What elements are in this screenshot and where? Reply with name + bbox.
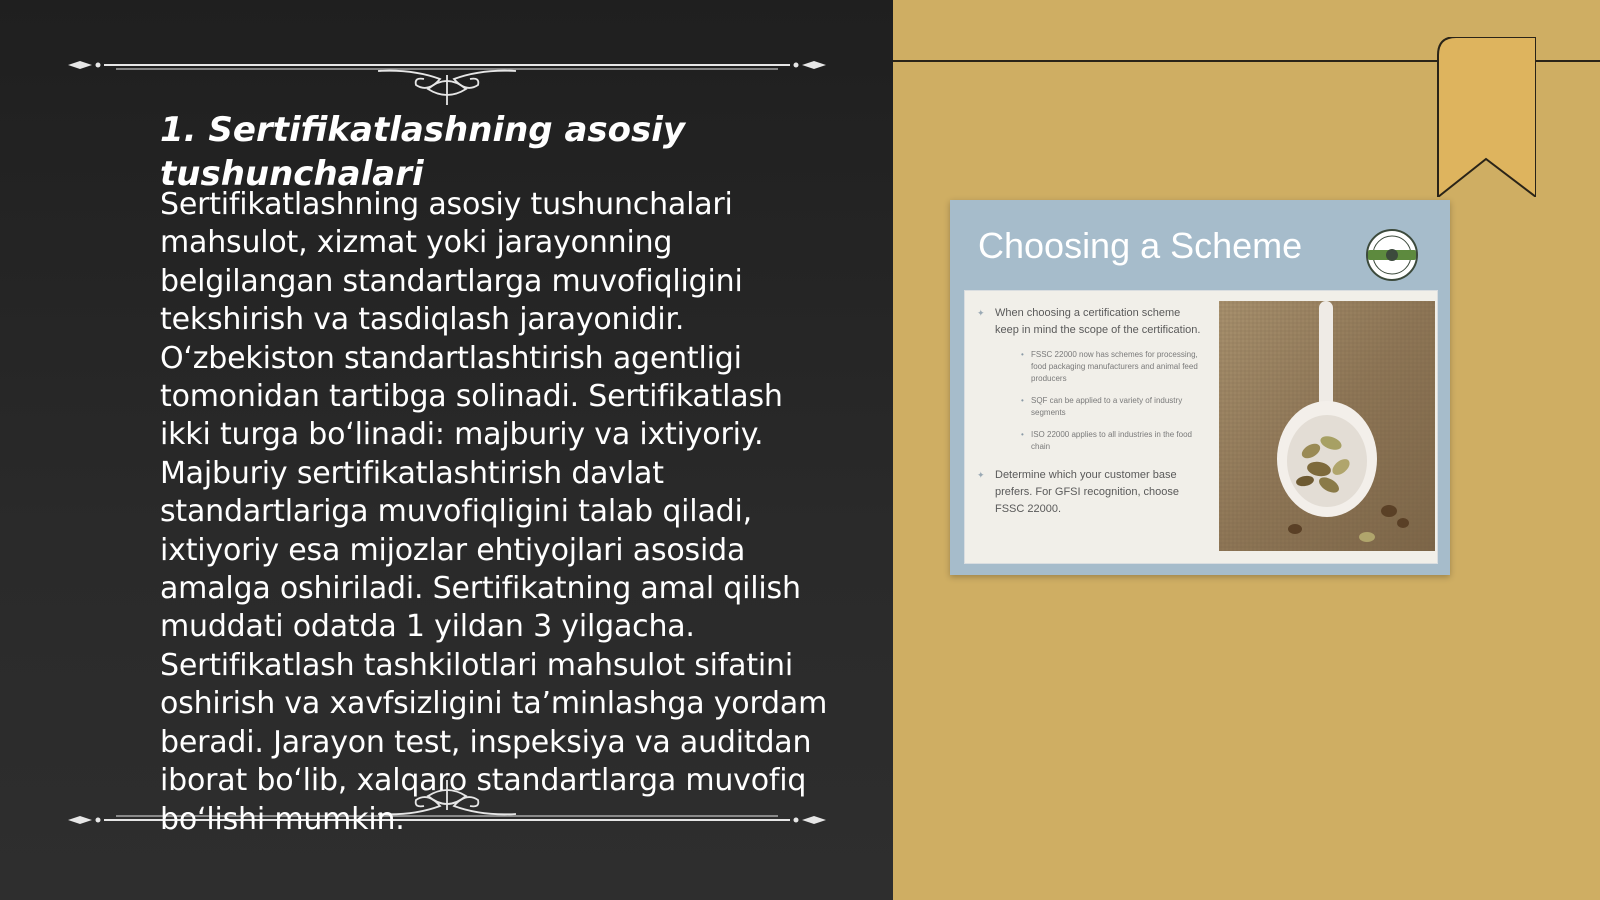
slide-image-choosing-a-scheme xyxy=(950,200,1450,575)
certification-seal-icon xyxy=(1365,228,1419,282)
image-sub-bullet: • ISO 22000 applies to all industries in the food chain xyxy=(1021,429,1207,453)
image-content-panel xyxy=(964,290,1438,564)
image-bullet: ✦ Determine which your customer base prefers. For GFSI recognition, choose FSSC 22000. xyxy=(977,467,1207,518)
image-sub-bullet: • SQF can be applied to a variety of industry segments xyxy=(1021,395,1207,419)
slide-title: 1. Sertifikatlashning asosiy tushunchalari xyxy=(160,110,686,194)
image-title: Choosing a Scheme xyxy=(978,225,1303,266)
spoon-photo xyxy=(1219,301,1435,551)
image-sub-bullet: • FSSC 22000 now has schemes for processing, food packaging manufacturers and animal feed producers xyxy=(1021,349,1207,385)
bookmark-ribbon-icon xyxy=(1436,37,1536,197)
image-bullet: ✦ When choosing a certification scheme keep in mind the scope of the certification. xyxy=(977,305,1207,339)
slide-body-text: Sertifikatlashning asosiy tushunchalari mahsulot, xizmat yoki jarayonning belgilangan standartlarga muvofiqligini tekshirish va tasdiqlash jarayonidir. O‘zbekiston standartlashtirish agentligi tomonidan tartibga solinadi. Sertifikatlash ikki turga bo‘linadi: majburiy va ixtiyoriy. Majburiy sertifikatlashtirish davlat standartlariga muvofiqligini talab qiladi, ixtiyoriy esa mijozlar ehtiyojlari asosida amalga oshiriladi. Sertifikatning amal qilish muddati odatda 1 yildan 3 yilgacha. Sertifikatlash tashkilotlari mahsulot sifatini oshirish va xavfsizligini ta’minlashga yordam beradi. Jarayon test, inspeksiya va auditdan iborat bo‘lib, xalqaro standartlarga muvofiq bo‘lishi mumkin. xyxy=(160,187,828,837)
image-bullet-list xyxy=(977,305,1207,518)
ornament-divider-top xyxy=(68,55,826,105)
